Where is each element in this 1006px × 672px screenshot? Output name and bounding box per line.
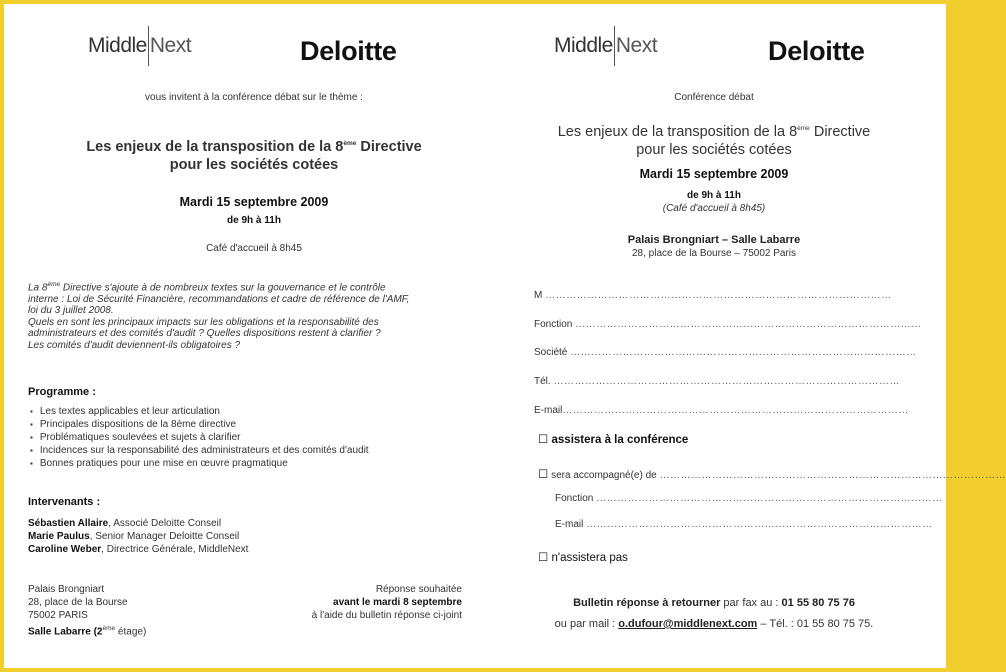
middlenext-logo: [88, 34, 191, 58]
field-label: Fonction: [555, 493, 594, 504]
title-text-end: Directive: [356, 138, 422, 155]
programme-title: Programme :: [28, 386, 96, 398]
para-text: La 8: [28, 282, 48, 294]
field-label: E-mail: [534, 405, 563, 416]
venue-block: [28, 583, 146, 638]
not-attend-option[interactable]: [538, 550, 628, 564]
event-time: de 9h à 11h: [687, 190, 741, 201]
footer-text: Bulletin réponse à retourner: [573, 597, 721, 609]
accompanied-option[interactable]: [538, 467, 1006, 481]
field-label: M: [534, 290, 543, 301]
fonction-field[interactable]: [534, 319, 922, 330]
rsvp-deadline: avant le mardi 8 septembre: [333, 597, 462, 608]
title-text: Les enjeux de la transposition de la 8: [557, 123, 798, 140]
footer-mail: [514, 618, 914, 630]
companion-fonction-field[interactable]: [555, 493, 943, 504]
field-label: Fonction: [534, 319, 573, 330]
field-dots: ………………………………………………………………………………………: [596, 493, 943, 504]
title-line2: pour les sociétés cotées: [169, 156, 339, 173]
venue-line: 75002 PARIS: [28, 610, 88, 621]
event-date: Mardi 15 septembre 2009: [639, 167, 789, 181]
event-title: [44, 135, 464, 174]
title-line2: pour les sociétés cotées: [636, 141, 792, 158]
logo-divider: [148, 26, 149, 66]
venue-room: Salle Labarre (2: [28, 626, 103, 638]
field-dots: ………………………………………………………………………………………: [570, 347, 917, 358]
middlenext-logo: [554, 34, 657, 58]
field-label: Tél.: [534, 376, 551, 387]
speaker-role: , Senior Manager Deloitte Conseil: [89, 531, 240, 542]
logo-text: Middle: [554, 34, 613, 57]
venue-line: Palais Brongniart: [28, 584, 105, 595]
field-dots: ………………………………………………………………………………………: [659, 470, 1006, 481]
attend-option[interactable]: [538, 432, 688, 446]
name-field[interactable]: [534, 290, 894, 301]
field-dots: ………………………………………………………………………………………: [553, 376, 900, 387]
para-line: Les comités d'audit deviennent-ils obligatoires ?: [28, 339, 241, 351]
logo-text-ext: Next: [615, 34, 658, 57]
intro-paragraph: [28, 279, 474, 351]
invitation-sheet: [4, 4, 1006, 668]
venue-title: Palais Brongniart – Salle Labarre: [627, 234, 801, 246]
coffee-line: (Café d'accueil à 8h45): [662, 203, 766, 214]
email-field[interactable]: [534, 405, 909, 416]
logo-divider: [614, 26, 615, 66]
speaker-row: [28, 530, 248, 543]
event-time: de 9h à 11h: [227, 215, 281, 226]
venue-line: [28, 622, 146, 638]
list-item: ▪ Principales dispositions de la 8ème directive: [30, 418, 470, 431]
option-label: n'assistera pas: [551, 552, 628, 564]
field-label: E-mail: [555, 519, 584, 530]
title-text: Les enjeux de la transposition de la 8: [86, 138, 344, 155]
email-link[interactable]: o.dufour@middlenext.com: [618, 618, 758, 630]
list-item: ▪ Problématiques soulevées et sujets à clarifier: [30, 431, 470, 444]
speaker-name: Sébastien Allaire: [28, 518, 109, 529]
field-dots: ………………………………………………………………………………………: [586, 519, 933, 530]
checkbox-icon[interactable]: ☐: [538, 434, 549, 446]
checkbox-icon[interactable]: ☐: [538, 469, 549, 481]
para-line: loi du 3 juillet 2008.: [28, 305, 114, 317]
societe-field[interactable]: [534, 347, 917, 358]
rsvp-line: à l'aide du bulletin réponse ci-joint: [311, 610, 462, 621]
coffee-line: Café d'accueil à 8h45: [206, 243, 302, 254]
speaker-row: [28, 517, 248, 530]
deloitte-logo: Deloitte: [300, 36, 397, 66]
logo-text-ext: Next: [149, 34, 192, 57]
venue-sup: ème: [102, 625, 116, 632]
option-label: assistera à la conférence: [551, 434, 689, 446]
field-dots: ………………………………………………………………………………………: [545, 290, 892, 301]
title-sup: ème: [343, 140, 357, 147]
list-item: ▪ Bonnes pratiques pour une mise en œuvre pragmatique: [30, 457, 470, 470]
para-line: Quels en sont les principaux impacts sur les obligations et la responsabilité des: [28, 316, 379, 328]
footer-fax: [514, 597, 914, 609]
invite-line: vous invitent à la conférence débat sur le thème :: [145, 92, 363, 103]
deloitte-logo: Deloitte: [768, 36, 865, 66]
companion-email-field[interactable]: [555, 519, 933, 530]
footer-text: par fax au :: [720, 597, 782, 609]
speaker-name: Caroline Weber: [28, 544, 102, 555]
speaker-row: [28, 543, 248, 556]
subtitle: Conférence débat: [674, 92, 754, 103]
footer-text: ou par mail :: [554, 618, 619, 630]
field-dots: ………………………………………………………………………………………: [575, 319, 922, 330]
event-title: [504, 120, 924, 159]
intervenants-title: Intervenants :: [28, 496, 101, 508]
programme-list: [30, 405, 470, 470]
footer-text: – Tél. : 01 55 80 75 75.: [757, 618, 874, 630]
list-item: ▪ Incidences sur la responsabilité des administrateurs et des comités d'audit: [30, 444, 470, 457]
para-line: interne : Loi de Sécurité Financière, recommandations et cadre de référence de l'AMF,: [28, 293, 410, 305]
event-date: Mardi 15 septembre 2009: [179, 195, 329, 209]
venue-line: 28, place de la Bourse: [28, 597, 128, 608]
speaker-role: , Associé Deloitte Conseil: [108, 518, 222, 529]
tel-field[interactable]: [534, 376, 900, 387]
checkbox-icon[interactable]: ☐: [538, 552, 549, 564]
speaker-role: , Directrice Générale, MiddleNext: [101, 544, 249, 555]
title-text-end: Directive: [809, 123, 871, 140]
para-text-end: Directive s'ajoute à de nombreux textes sur la gouvernance et le contrôle: [60, 282, 386, 294]
rsvp-block: [244, 583, 462, 622]
logo-text: Middle: [88, 34, 147, 57]
title-sup: ème: [797, 125, 810, 132]
venue-floor: étage): [115, 626, 147, 638]
para-line: administrateurs et des comités d'audit ? Quelles dispositions restent à clarifier ?: [28, 328, 381, 340]
para-sup: ème: [47, 281, 61, 288]
field-label: Société: [534, 347, 568, 358]
speaker-name: Marie Paulus: [28, 531, 90, 542]
venue-address: 28, place de la Bourse – 75002 Paris: [632, 248, 796, 259]
field-dots: ………………………………………………………………………………………: [562, 405, 909, 416]
option-label: sera accompagné(e) de: [551, 470, 657, 481]
rsvp-line: Réponse souhaitée: [375, 584, 462, 595]
list-item: ▪ Les textes applicables et leur articulation: [30, 405, 470, 418]
fax-number: 01 55 80 75 76: [781, 597, 855, 609]
speakers-list: [28, 517, 248, 556]
